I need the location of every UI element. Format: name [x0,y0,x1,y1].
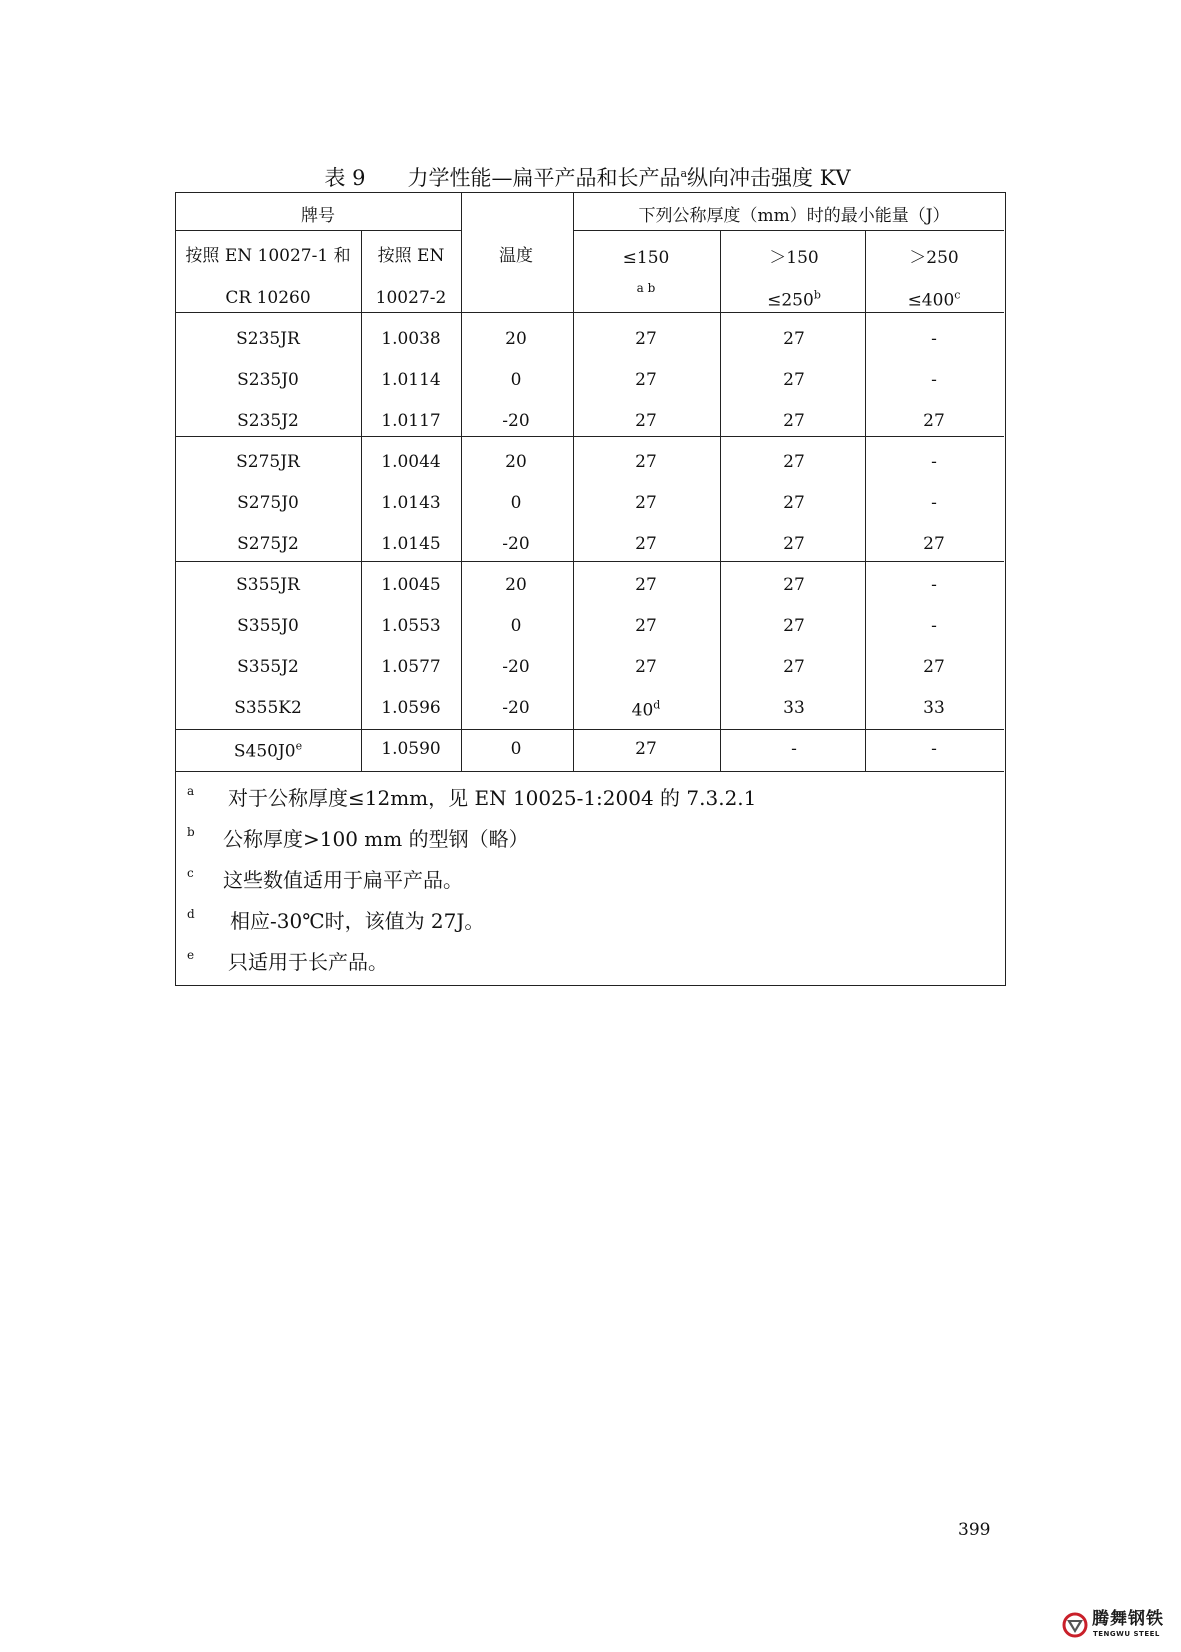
footnote-c-text: 这些数值适用于扁平产品。 [223,868,463,892]
cell-energy-thickness-1: 27 [635,534,657,554]
cell-energy-thickness-3: - [931,739,937,759]
footnote-a-text: 对于公称厚度≤12mm，见 EN 10025-1:2004 的 7.3.2.1 [228,786,757,810]
cell-energy-thickness-2: 27 [783,534,805,554]
cell-energy-thickness-1: 27 [635,616,657,636]
cell-energy-thickness-1: 40$^d$ [631,698,661,721]
header-en10027-2-line1: 按照 EN [377,246,445,266]
cell-energy-thickness-3: 27 [923,534,945,554]
cell-energy-thickness-3: - [931,616,937,636]
cell-temperature: 0 [510,493,522,513]
footnote-e-text: 只适用于长产品。 [228,950,388,974]
cell-energy-thickness-3: 33 [923,698,945,718]
cell-grade: S235J0 [237,370,299,390]
header-thickness-3-footnote-mark: c [954,288,961,302]
table-label: 表 9 [324,166,366,190]
header-thickness-3-line2: $\le 400^c$ [907,288,961,311]
cell-energy-thickness-1: 27 [635,575,657,595]
cell-energy-thickness-2: - [791,739,797,759]
cell-steel-number: 1.0114 [381,370,441,390]
cell-steel-number: 1.0590 [381,739,441,759]
table-title: 力学性能—扁平产品和长产品 [407,166,681,190]
header-thickness-3-line1: ＞250 [909,248,959,268]
cell-steel-number: 1.0145 [381,534,441,554]
cell-energy-thickness-3: - [931,493,937,513]
footnote-d-mark: d [187,907,195,921]
footnote-b-text: 公称厚度>100 mm 的型钢（略） [223,827,529,851]
cell-temperature: -20 [502,698,530,718]
cell-energy-thickness-1: 27 [635,411,657,431]
cell-temperature: 0 [510,370,522,390]
cell-energy-thickness-2: 27 [783,452,805,472]
cell-grade: S275JR [236,452,300,472]
header-energy-group: 下列公称厚度（mm）时的最小能量（J） [638,206,950,226]
cell-temperature: -20 [502,657,530,677]
header-temperature: 温度 [499,246,533,266]
header-en10027-1-line2: CR 10260 [225,288,311,308]
cell-grade: S355J2 [237,657,299,677]
cell-temperature: 0 [510,739,522,759]
cell-energy-thickness-1: 27 [635,370,657,390]
cell-energy-thickness-2: 33 [783,698,805,718]
cell-grade: S275J2 [237,534,299,554]
footnote-c-mark: c [187,866,194,880]
header-thickness-1-footnote-mark: a b [636,281,656,295]
cell-steel-number: 1.0596 [381,698,441,718]
cell-energy-thickness-3: 27 [923,657,945,677]
cell-steel-number: 1.0117 [381,411,441,431]
header-designation: 牌号 [301,206,335,226]
cell-energy-thickness-1: 27 [635,493,657,513]
logo-subtitle: TENGWU STEEL [1093,1630,1160,1638]
cell-energy-thickness-1: 27 [635,657,657,677]
cell-energy-thickness-1: 27 [635,739,657,759]
table-title-tail: 纵向冲击强度 KV [687,166,851,190]
cell-grade-footnote-mark: e [295,739,303,753]
cell-energy-thickness-1: 27 [635,329,657,349]
header-en10027-1-line1: 按照 EN 10027-1 和 [185,246,351,266]
cell-temperature: 0 [510,616,522,636]
cell-temperature: -20 [502,534,530,554]
header-thickness-2-line1: ＞150 [769,248,819,268]
footnote-b-mark: b [187,825,195,839]
cell-temperature: 20 [505,329,527,349]
cell-energy-thickness-2: 27 [783,329,805,349]
page-number: 399 [958,1520,991,1540]
cell-temperature: -20 [502,411,530,431]
logo-name: 腾舞钢铁 [1092,1609,1164,1629]
cell-steel-number: 1.0038 [381,329,441,349]
cell-energy-thickness-2: 27 [783,575,805,595]
cell-grade: S275J0 [237,493,299,513]
cell-grade: S355J0 [237,616,299,636]
header-thickness-1: ≤150 [622,248,670,268]
cell-grade: S355K2 [234,698,302,718]
cell-grade: S355JR [236,575,300,595]
cell-steel-number: 1.0577 [381,657,441,677]
cell-energy-thickness-1: 27 [635,452,657,472]
cell-energy-thickness-3: - [931,370,937,390]
footnote-e-mark: e [187,948,195,962]
cell-temperature: 20 [505,452,527,472]
cell-steel-number: 1.0553 [381,616,441,636]
footnote-a-mark: a [187,784,195,798]
cell-grade: S450J0e [233,739,303,762]
cell-steel-number: 1.0143 [381,493,441,513]
header-thickness-2-line2: $\le 250^b$ [767,288,821,311]
cell-temperature: 20 [505,575,527,595]
cell-energy-thickness-2: 27 [783,657,805,677]
cell-energy-thickness-3: - [931,575,937,595]
header-en10027-2-line2: 10027-2 [375,288,447,308]
footnote-d-text: 相应-30℃时，该值为 27J。 [230,909,485,933]
cell-energy-thickness-2: 27 [783,493,805,513]
cell-energy-thickness-3: - [931,452,937,472]
header-thickness-2-footnote-mark: b [813,288,821,302]
table-caption [170,160,1005,192]
cell-energy-thickness-2: 27 [783,370,805,390]
company-logo [1062,1608,1174,1646]
cell-energy-thickness-1-footnote-mark: d [653,698,661,712]
cell-energy-thickness-3: - [931,329,937,349]
cell-grade: S235J2 [237,411,299,431]
cell-steel-number: 1.0045 [381,575,441,595]
table-title-footnote-mark: a [680,167,688,180]
cell-energy-thickness-2: 27 [783,411,805,431]
cell-grade: S235JR [236,329,300,349]
cell-steel-number: 1.0044 [381,452,441,472]
tengwu-logo-icon [1062,1612,1088,1638]
cell-energy-thickness-3: 27 [923,411,945,431]
cell-energy-thickness-2: 27 [783,616,805,636]
